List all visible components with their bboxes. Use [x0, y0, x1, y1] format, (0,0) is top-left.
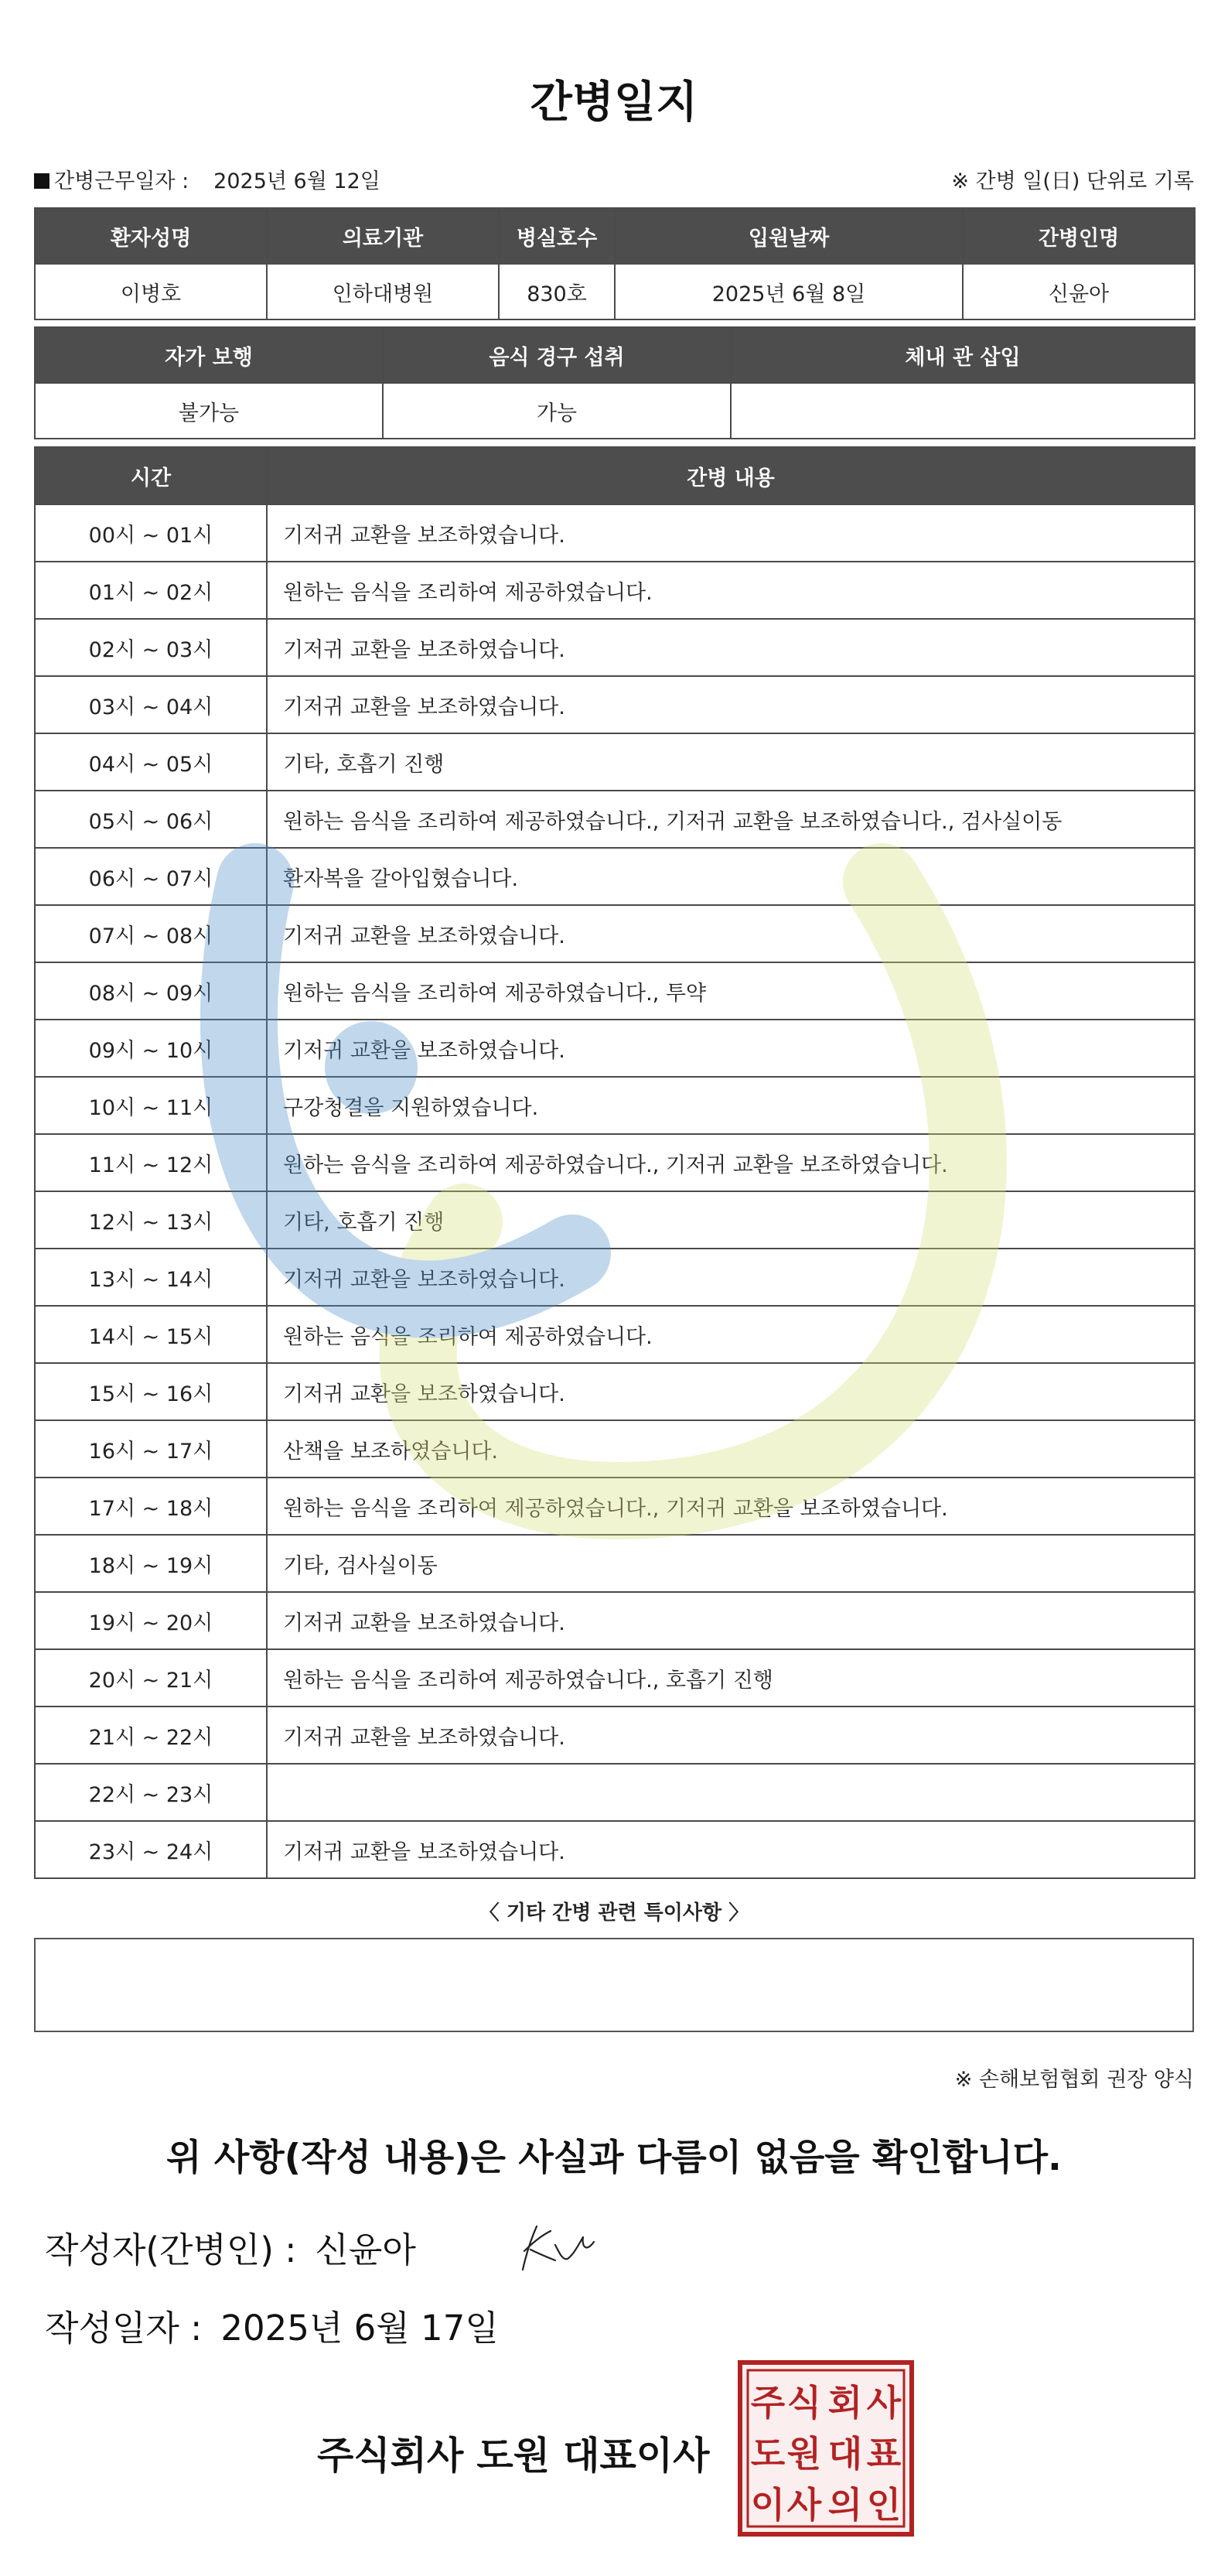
time-slot: 12시 ~ 13시 — [35, 1191, 267, 1249]
time-slot: 10시 ~ 11시 — [35, 1077, 267, 1134]
work-date-value: 2025년 6월 12일 — [213, 169, 380, 193]
care-content: 기저귀 교환을 보조하였습니다. — [267, 905, 1195, 962]
table-row — [35, 1821, 1195, 1878]
svg-text:의: 의 — [827, 2484, 863, 2526]
svg-text:이: 이 — [750, 2484, 786, 2526]
svg-text:사: 사 — [866, 2382, 902, 2424]
care-content: 기저귀 교환을 보조하였습니다. — [267, 676, 1195, 733]
time-slot: 17시 ~ 18시 — [35, 1478, 267, 1535]
care-content: 기저귀 교환을 보조하였습니다. — [267, 1821, 1195, 1878]
time-slot: 11시 ~ 12시 — [35, 1134, 267, 1191]
header-admission-date: 입원날짜 — [615, 208, 963, 264]
table-row — [35, 733, 1195, 791]
caregiver-name: 신윤아 — [963, 264, 1195, 319]
table-row — [35, 1764, 1195, 1821]
table-row — [35, 791, 1195, 848]
care-log-table — [34, 446, 1196, 1879]
table-row — [35, 1535, 1195, 1592]
time-slot: 04시 ~ 05시 — [35, 733, 267, 791]
table-row — [35, 1707, 1195, 1764]
care-content: 원하는 음식을 조리하여 제공하였습니다., 호흡기 진행 — [267, 1649, 1195, 1707]
company-representative: 주식회사 도원 대표이사 — [317, 2434, 710, 2478]
care-content: 기타, 검사실이동 — [267, 1535, 1195, 1592]
hospital-name: 인하대병원 — [267, 264, 499, 319]
header-room: 병실호수 — [499, 208, 615, 264]
square-bullet-icon — [34, 173, 49, 189]
time-slot: 20시 ~ 21시 — [35, 1649, 267, 1707]
room-number: 830호 — [499, 264, 615, 319]
time-slot: 05시 ~ 06시 — [35, 791, 267, 848]
header-patient-name: 환자성명 — [35, 208, 267, 264]
time-slot: 22시 ~ 23시 — [35, 1764, 267, 1821]
time-slot: 16시 ~ 17시 — [35, 1420, 267, 1478]
svg-text:회: 회 — [827, 2382, 863, 2424]
care-content: 기저귀 교환을 보조하였습니다. — [267, 1707, 1195, 1764]
header-hospital: 의료기관 — [267, 208, 499, 264]
care-content: 기저귀 교환을 보조하였습니다. — [267, 1249, 1195, 1306]
table-row — [35, 1134, 1195, 1191]
care-content: 원하는 음식을 조리하여 제공하였습니다. — [267, 562, 1195, 619]
svg-text:사: 사 — [786, 2484, 822, 2526]
admission-date: 2025년 6월 8일 — [615, 264, 963, 319]
svg-text:식: 식 — [786, 2382, 822, 2424]
table-row — [35, 504, 1195, 562]
document-title: 간병일지 — [530, 77, 698, 128]
write-date-value: 2025년 6월 17일 — [220, 2308, 499, 2349]
svg-text:원: 원 — [786, 2433, 822, 2475]
time-slot: 13시 ~ 14시 — [35, 1249, 267, 1306]
write-date-line — [45, 2300, 499, 2350]
care-content: 기타, 호흡기 진행 — [267, 733, 1195, 791]
table-row — [35, 1306, 1195, 1363]
table-row — [35, 562, 1195, 619]
time-slot: 18시 ~ 19시 — [35, 1535, 267, 1592]
work-date-line — [34, 164, 380, 194]
header-tube-insertion: 체내 관 삽입 — [731, 327, 1195, 383]
care-content: 원하는 음식을 조리하여 제공하였습니다., 기저귀 교환을 보조하였습니다. — [267, 1478, 1195, 1535]
care-content — [267, 1764, 1195, 1821]
table-row — [35, 1592, 1195, 1649]
time-slot: 15시 ~ 16시 — [35, 1363, 267, 1420]
time-slot: 09시 ~ 10시 — [35, 1020, 267, 1077]
table-row — [35, 905, 1195, 962]
svg-text:주: 주 — [750, 2382, 786, 2424]
table-row — [35, 676, 1195, 733]
care-content: 기저귀 교환을 보조하였습니다. — [267, 1363, 1195, 1420]
table-row — [35, 1420, 1195, 1478]
handwritten-signature — [520, 2220, 597, 2271]
write-date-label: 작성일자 : — [45, 2308, 203, 2349]
care-content: 원하는 음식을 조리하여 제공하였습니다., 기저귀 교환을 보조하였습니다., 검사실이동 — [267, 791, 1195, 848]
table-row — [35, 962, 1195, 1020]
recommended-form-note: ※ 손해보험협회 권장 양식 — [954, 2068, 1194, 2092]
ability-table — [34, 326, 1196, 439]
table-row — [35, 1363, 1195, 1420]
header-self-walking: 자가 보행 — [35, 327, 383, 383]
time-slot: 19시 ~ 20시 — [35, 1592, 267, 1649]
tube-insertion-value — [731, 383, 1195, 439]
care-content: 기저귀 교환을 보조하였습니다. — [267, 1592, 1195, 1649]
table-row — [35, 1649, 1195, 1707]
special-notes-box — [34, 1938, 1194, 2032]
unit-note: ※ 간병 일(日) 단위로 기록 — [951, 169, 1194, 193]
table-row — [35, 1077, 1195, 1134]
header-care-content: 간병 내용 — [267, 447, 1195, 504]
time-slot: 02시 ~ 03시 — [35, 619, 267, 676]
time-slot: 14시 ~ 15시 — [35, 1306, 267, 1363]
header-oral-intake: 음식 경구 섭취 — [383, 327, 731, 383]
writer-line — [45, 2222, 416, 2272]
time-slot: 23시 ~ 24시 — [35, 1821, 267, 1878]
care-content: 환자복을 갈아입혔습니다. — [267, 848, 1195, 905]
care-content: 원하는 음식을 조리하여 제공하였습니다., 기저귀 교환을 보조하였습니다. — [267, 1134, 1195, 1191]
care-content: 원하는 음식을 조리하여 제공하였습니다. — [267, 1306, 1195, 1363]
care-content: 구강청결을 지원하였습니다. — [267, 1077, 1195, 1134]
notes-title: 〈 기타 간병 관련 특이사항 〉 — [479, 1901, 749, 1925]
time-slot: 07시 ~ 08시 — [35, 905, 267, 962]
table-row — [35, 619, 1195, 676]
table-row — [35, 1249, 1195, 1306]
care-content: 원하는 음식을 조리하여 제공하였습니다., 투약 — [267, 962, 1195, 1020]
care-content: 기저귀 교환을 보조하였습니다. — [267, 1020, 1195, 1077]
time-slot: 01시 ~ 02시 — [35, 562, 267, 619]
patient-info-table — [34, 207, 1196, 320]
table-row — [35, 1191, 1195, 1249]
care-content: 기저귀 교환을 보조하였습니다. — [267, 619, 1195, 676]
time-slot: 06시 ~ 07시 — [35, 848, 267, 905]
time-slot: 08시 ~ 09시 — [35, 962, 267, 1020]
time-slot: 03시 ~ 04시 — [35, 676, 267, 733]
svg-text:도: 도 — [750, 2433, 786, 2475]
care-content: 산책을 보조하였습니다. — [267, 1420, 1195, 1478]
table-row — [35, 848, 1195, 905]
table-row — [35, 1478, 1195, 1535]
self-walking-value: 불가능 — [35, 383, 383, 439]
table-row — [35, 1020, 1195, 1077]
writer-label: 작성자(간병인) : — [45, 2229, 297, 2270]
header-time: 시간 — [35, 447, 267, 504]
header-caregiver-name: 간병인명 — [963, 208, 1195, 264]
confirmation-statement: 위 사항(작성 내용)은 사실과 다름이 없음을 확인합니다. — [166, 2137, 1062, 2179]
company-seal — [737, 2359, 915, 2537]
svg-text:표: 표 — [866, 2433, 902, 2475]
work-date-label: 간병근무일자 : — [54, 169, 189, 193]
svg-text:인: 인 — [866, 2484, 902, 2526]
care-content: 기타, 호흡기 진행 — [267, 1191, 1195, 1249]
svg-text:대: 대 — [827, 2433, 863, 2475]
time-slot: 00시 ~ 01시 — [35, 504, 267, 562]
patient-name: 이병호 — [35, 264, 267, 319]
writer-name: 신윤아 — [315, 2229, 416, 2270]
time-slot: 21시 ~ 22시 — [35, 1707, 267, 1764]
oral-intake-value: 가능 — [383, 383, 731, 439]
care-content: 기저귀 교환을 보조하였습니다. — [267, 504, 1195, 562]
